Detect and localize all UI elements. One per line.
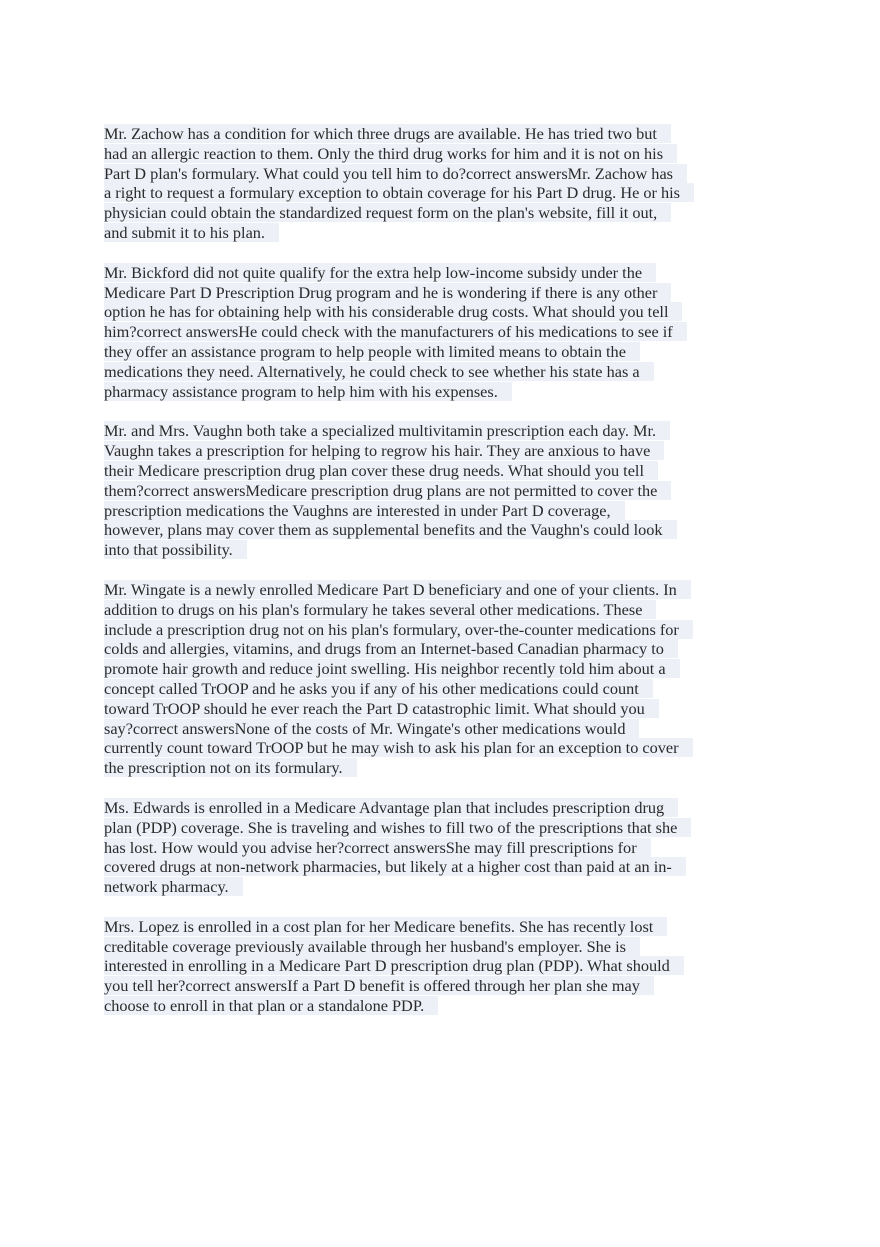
text-line — [104, 679, 724, 699]
paragraph — [104, 124, 724, 243]
text-line-content: Mr. Zachow has a condition for which three drugs are available. He has tried two but — [104, 124, 671, 143]
text-line-content: concept called TrOOP and he asks you if any of his other medications could count — [104, 679, 653, 698]
text-line-content: promote hair growth and reduce joint swelling. His neighbor recently told him about a — [104, 659, 680, 678]
text-line-content: plan (PDP) coverage. She is traveling and wishes to fill two of the prescriptions that she — [104, 818, 691, 837]
text-line — [104, 144, 724, 164]
text-line — [104, 639, 724, 659]
text-line-content: and submit it to his plan. — [104, 223, 279, 242]
text-line-content: you tell her?correct answersIf a Part D benefit is offered through her plan she may — [104, 976, 654, 995]
text-line-content: covered drugs at non-network pharmacies, but likely at a higher cost than paid at an in- — [104, 857, 686, 876]
text-line — [104, 263, 724, 283]
text-line-content: say?correct answersNone of the costs of Mr. Wingate's other medications would — [104, 719, 639, 738]
text-line — [104, 441, 724, 461]
text-line-content: prescription medications the Vaughns are interested in under Part D coverage, — [104, 501, 625, 520]
text-line-content: they offer an assistance program to help people with limited means to obtain the — [104, 342, 640, 361]
text-line — [104, 699, 724, 719]
paragraph — [104, 798, 724, 897]
text-line-content: Mrs. Lopez is enrolled in a cost plan for her Medicare benefits. She has recently lost — [104, 917, 667, 936]
text-line-content: however, plans may cover them as supplemental benefits and the Vaughn's could look — [104, 520, 677, 539]
text-line — [104, 481, 724, 501]
text-line — [104, 124, 724, 144]
text-line-content: Medicare Part D Prescription Drug program and he is wondering if there is any other — [104, 283, 671, 302]
paragraph — [104, 263, 724, 402]
text-line-content: creditable coverage previously available through her husband's employer. She is — [104, 937, 640, 956]
text-line — [104, 937, 724, 957]
paragraph — [104, 917, 724, 1016]
text-line-content: Mr. and Mrs. Vaughn both take a specialized multivitamin prescription each day. Mr. — [104, 421, 670, 440]
text-line — [104, 976, 724, 996]
text-line-content: colds and allergies, vitamins, and drugs from an Internet-based Canadian pharmacy to — [104, 639, 678, 658]
text-line-content: currently count toward TrOOP but he may wish to ask his plan for an exception to cover — [104, 738, 693, 757]
text-line — [104, 580, 724, 600]
text-line — [104, 540, 724, 560]
text-line-content: into that possibility. — [104, 540, 247, 559]
text-line — [104, 838, 724, 858]
text-line — [104, 302, 724, 322]
paragraph — [104, 580, 724, 778]
document-body — [104, 124, 724, 1036]
text-line — [104, 342, 724, 362]
text-line-content: network pharmacy. — [104, 877, 243, 896]
text-line — [104, 461, 724, 481]
text-line-content: Mr. Wingate is a newly enrolled Medicare Part D beneficiary and one of your clients. In — [104, 580, 691, 599]
text-line — [104, 956, 724, 976]
text-line — [104, 501, 724, 521]
text-line-content: pharmacy assistance program to help him with his expenses. — [104, 382, 512, 401]
text-line — [104, 203, 724, 223]
text-line — [104, 600, 724, 620]
text-line-content: option he has for obtaining help with his considerable drug costs. What should you tell — [104, 302, 682, 321]
text-line-content: a right to request a formulary exception to obtain coverage for his Part D drug. He or his — [104, 183, 694, 202]
text-line — [104, 382, 724, 402]
text-line-content: the prescription not on its formulary. — [104, 758, 357, 777]
text-line-content: him?correct answersHe could check with the manufacturers of his medications to see if — [104, 322, 687, 341]
text-line — [104, 996, 724, 1016]
text-line — [104, 322, 724, 342]
text-line — [104, 362, 724, 382]
text-line-content: addition to drugs on his plan's formulary he takes several other medications. These — [104, 600, 656, 619]
text-line-content: interested in enrolling in a Medicare Part D prescription drug plan (PDP). What should — [104, 956, 684, 975]
text-line-content: Part D plan's formulary. What could you tell him to do?correct answersMr. Zachow has — [104, 164, 687, 183]
text-line — [104, 659, 724, 679]
text-line-content: Vaughn takes a prescription for helping to regrow his hair. They are anxious to have — [104, 441, 664, 460]
text-line — [104, 620, 724, 640]
text-line-content: medications they need. Alternatively, he could check to see whether his state has a — [104, 362, 654, 381]
text-line — [104, 738, 724, 758]
text-line — [104, 183, 724, 203]
text-line — [104, 283, 724, 303]
text-line-content: choose to enroll in that plan or a standalone PDP. — [104, 996, 438, 1015]
text-line-content: has lost. How would you advise her?correct answersShe may fill prescriptions for — [104, 838, 651, 857]
text-line-content: them?correct answersMedicare prescription drug plans are not permitted to cover the — [104, 481, 671, 500]
text-line-content: Mr. Bickford did not quite qualify for the extra help low-income subsidy under the — [104, 263, 656, 282]
text-line — [104, 857, 724, 877]
text-line — [104, 719, 724, 739]
text-line-content: include a prescription drug not on his plan's formulary, over-the-counter medications for — [104, 620, 693, 639]
paragraph — [104, 421, 724, 560]
text-line-content: Ms. Edwards is enrolled in a Medicare Advantage plan that includes prescription drug — [104, 798, 678, 817]
text-line — [104, 164, 724, 184]
text-line — [104, 758, 724, 778]
text-line — [104, 818, 724, 838]
text-line-content: physician could obtain the standardized request form on the plan's website, fill it out, — [104, 203, 671, 222]
text-line-content: toward TrOOP should he ever reach the Part D catastrophic limit. What should you — [104, 699, 659, 718]
text-line — [104, 917, 724, 937]
text-line — [104, 877, 724, 897]
text-line — [104, 421, 724, 441]
text-line-content: had an allergic reaction to them. Only the third drug works for him and it is not on his — [104, 144, 677, 163]
text-line-content: their Medicare prescription drug plan cover these drug needs. What should you tell — [104, 461, 658, 480]
text-line — [104, 798, 724, 818]
text-line — [104, 520, 724, 540]
text-line — [104, 223, 724, 243]
